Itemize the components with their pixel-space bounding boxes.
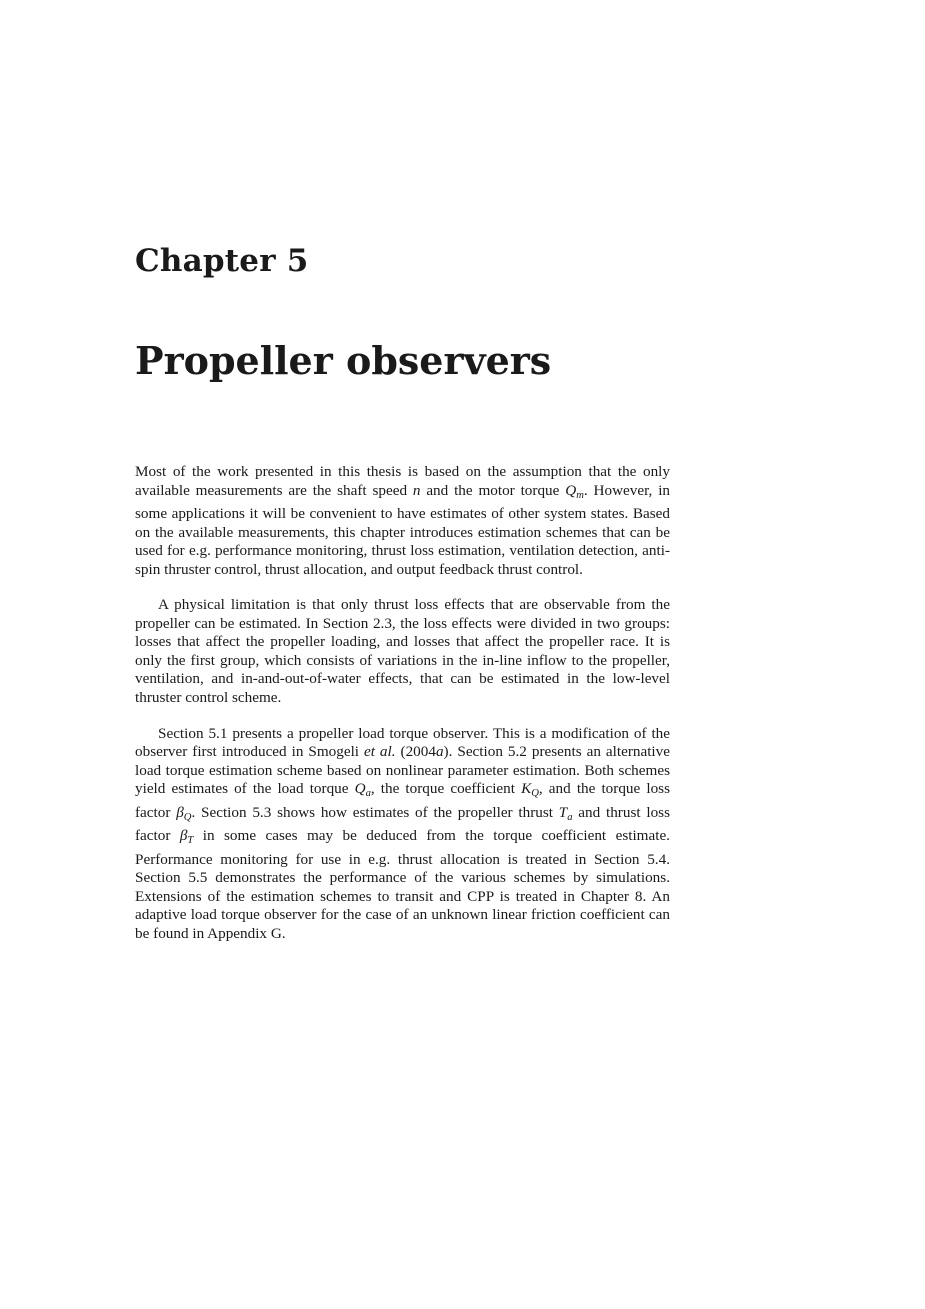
et-al: et al. (364, 743, 396, 761)
paragraph-3: Section 5.1 presents a propeller load torque observer. This is a modification of the observer first introduced in Smogeli et al. (2004a). Section 5.2 presents an alternative load torque estimation scheme based on nonlinear parameter estimation. Both schemes yield estimates of the load torque $Q_a$, the torque coefficient $K_Q$, and the torque loss factor $\beta_Q$. Section 5.3 shows how estimates of the propeller thrust $T_a$ and thrust loss factor $\beta_T$ in some cases may be deduced from the torque coefficient estimate. Performance monitoring for use in e.g. thrust allocation is treated in Section 5.4. Section 5.5 demonstrates the performance of the various schemes by simulations. Extensions of the estimation schemes to transit and CPP is treated in Chapter 8. An adaptive load torque observer for the case of an unknown linear friction coefficient can be found in Appendix G. (135, 724, 670, 943)
math-qm: $Q_m$ (565, 481, 584, 501)
paragraph-2: A physical limitation is that only thrust loss effects that are observable from the propeller can be estimated. In Section 2.3, the loss effects were divided in two groups: losses that affect the propeller loading, and losses that affect the propeller race. It is only the first group, which consists of variations in the in-line inflow to the propeller, ventilation, and in-and-out-of-water effects, that can be estimated in the low-level thruster control scheme. (135, 596, 670, 707)
math-n: n (412, 481, 421, 499)
math-ta: $T_a$ (558, 803, 573, 823)
paragraph-1: Most of the work presented in this thesis is based on the assumption that the only available measurements are the shaft speed n and the motor torque $Q_m$. However, in some applications it will be convenient to have estimates of other system states. Based on the available measurements, this chapter introduces estimation schemes that can be used for e.g. performance monitoring, thrust loss estimation, ventilation detection, anti-spin thruster control, thrust allocation, and output feedback thrust control. (135, 463, 671, 578)
math-qa: $Q_a$ (354, 780, 371, 800)
math-kq: $K_Q$ (521, 780, 539, 800)
chapter-label: Chapter 5 (135, 243, 309, 279)
math-beta-q: $\beta_Q$ (176, 803, 192, 823)
chapter-intro (135, 463, 670, 961)
math-beta-t: $\beta_T$ (179, 827, 194, 847)
chapter-title: Propeller observers (135, 338, 552, 383)
